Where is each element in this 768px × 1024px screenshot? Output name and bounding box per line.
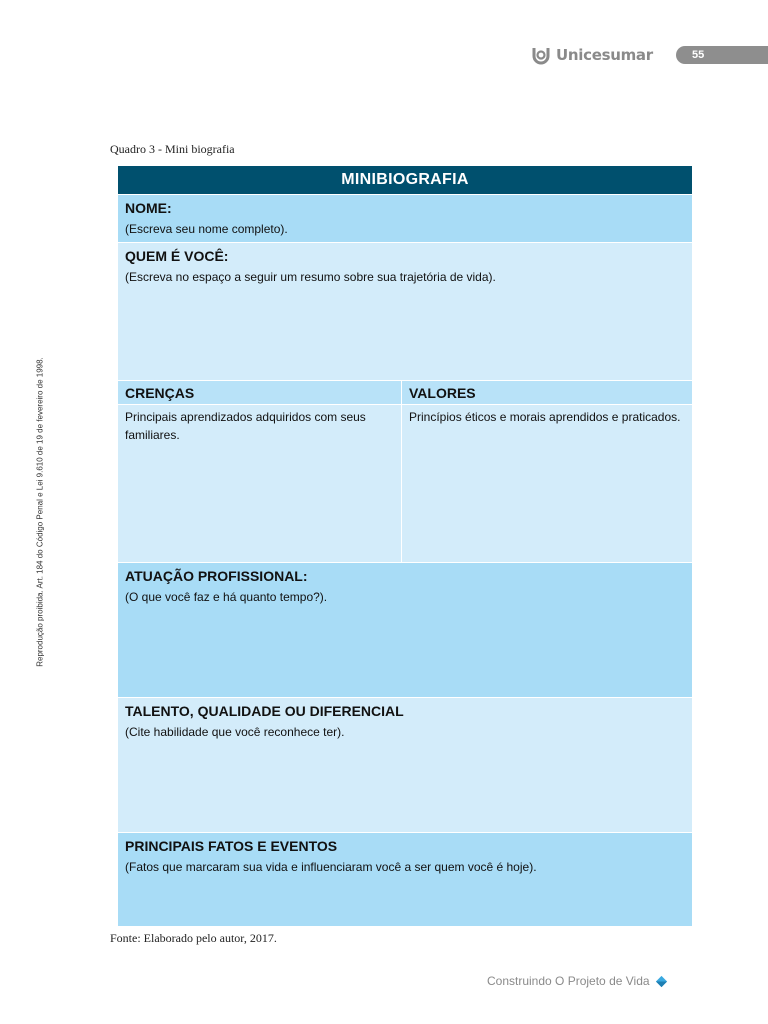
- atuacao-heading: ATUAÇÃO PROFISSIONAL:: [125, 568, 308, 584]
- minibiografia-table: [118, 166, 692, 926]
- quem-heading: QUEM É VOCÊ:: [125, 248, 229, 264]
- unicesumar-logo-icon: [530, 44, 552, 66]
- footer-title: Construindo O Projeto de Vida: [487, 974, 650, 988]
- fatos-section: [118, 832, 692, 926]
- nome-heading: NOME:: [125, 200, 172, 216]
- crencas-heading: CRENÇAS: [125, 385, 195, 401]
- brand-name: Unicesumar: [556, 46, 653, 64]
- talento-heading: TALENTO, QUALIDADE OU DIFERENCIAL: [125, 703, 404, 719]
- unicesumar-logo: [530, 44, 653, 66]
- crencas-column: [118, 380, 402, 562]
- valores-heading: VALORES: [409, 385, 476, 401]
- valores-body: [402, 405, 692, 562]
- nome-description: (Escreva seu nome completo).: [125, 222, 288, 236]
- table-caption: Quadro 3 - Mini biografia: [110, 142, 235, 156]
- crencas-valores-row: [118, 380, 692, 562]
- quem-section: [118, 242, 692, 380]
- table-source: Fonte: Elaborado pelo autor, 2017.: [110, 931, 277, 945]
- crencas-description: Principais aprendizados adquiridos com seus familiares.: [125, 410, 366, 442]
- table-title: MINIBIOGRAFIA: [118, 166, 692, 194]
- nome-section: [118, 194, 692, 242]
- crencas-body: [118, 405, 401, 562]
- page-footer: [487, 974, 668, 988]
- crencas-subheader: [118, 380, 401, 405]
- quem-description: (Escreva no espaço a seguir um resumo sobre sua trajetória de vida).: [125, 270, 496, 284]
- diamond-icon: [655, 975, 668, 988]
- talento-description: (Cite habilidade que você reconhece ter).: [125, 725, 345, 739]
- page-number: 55: [676, 46, 768, 64]
- copyright-notice: Reprodução proibida. Art. 184 do Código Penal e Lei 9.610 de 19 de fevereiro de 1998.: [35, 357, 45, 667]
- atuacao-section: [118, 562, 692, 697]
- valores-column: [402, 380, 692, 562]
- valores-description: Princípios éticos e morais aprendidos e praticados.: [409, 410, 681, 424]
- atuacao-description: (O que você faz e há quanto tempo?).: [125, 590, 328, 604]
- talento-section: [118, 697, 692, 832]
- valores-subheader: [402, 380, 692, 405]
- fatos-heading: PRINCIPAIS FATOS E EVENTOS: [125, 838, 338, 854]
- fatos-description: (Fatos que marcaram sua vida e influenciaram você a ser quem você é hoje).: [125, 860, 537, 874]
